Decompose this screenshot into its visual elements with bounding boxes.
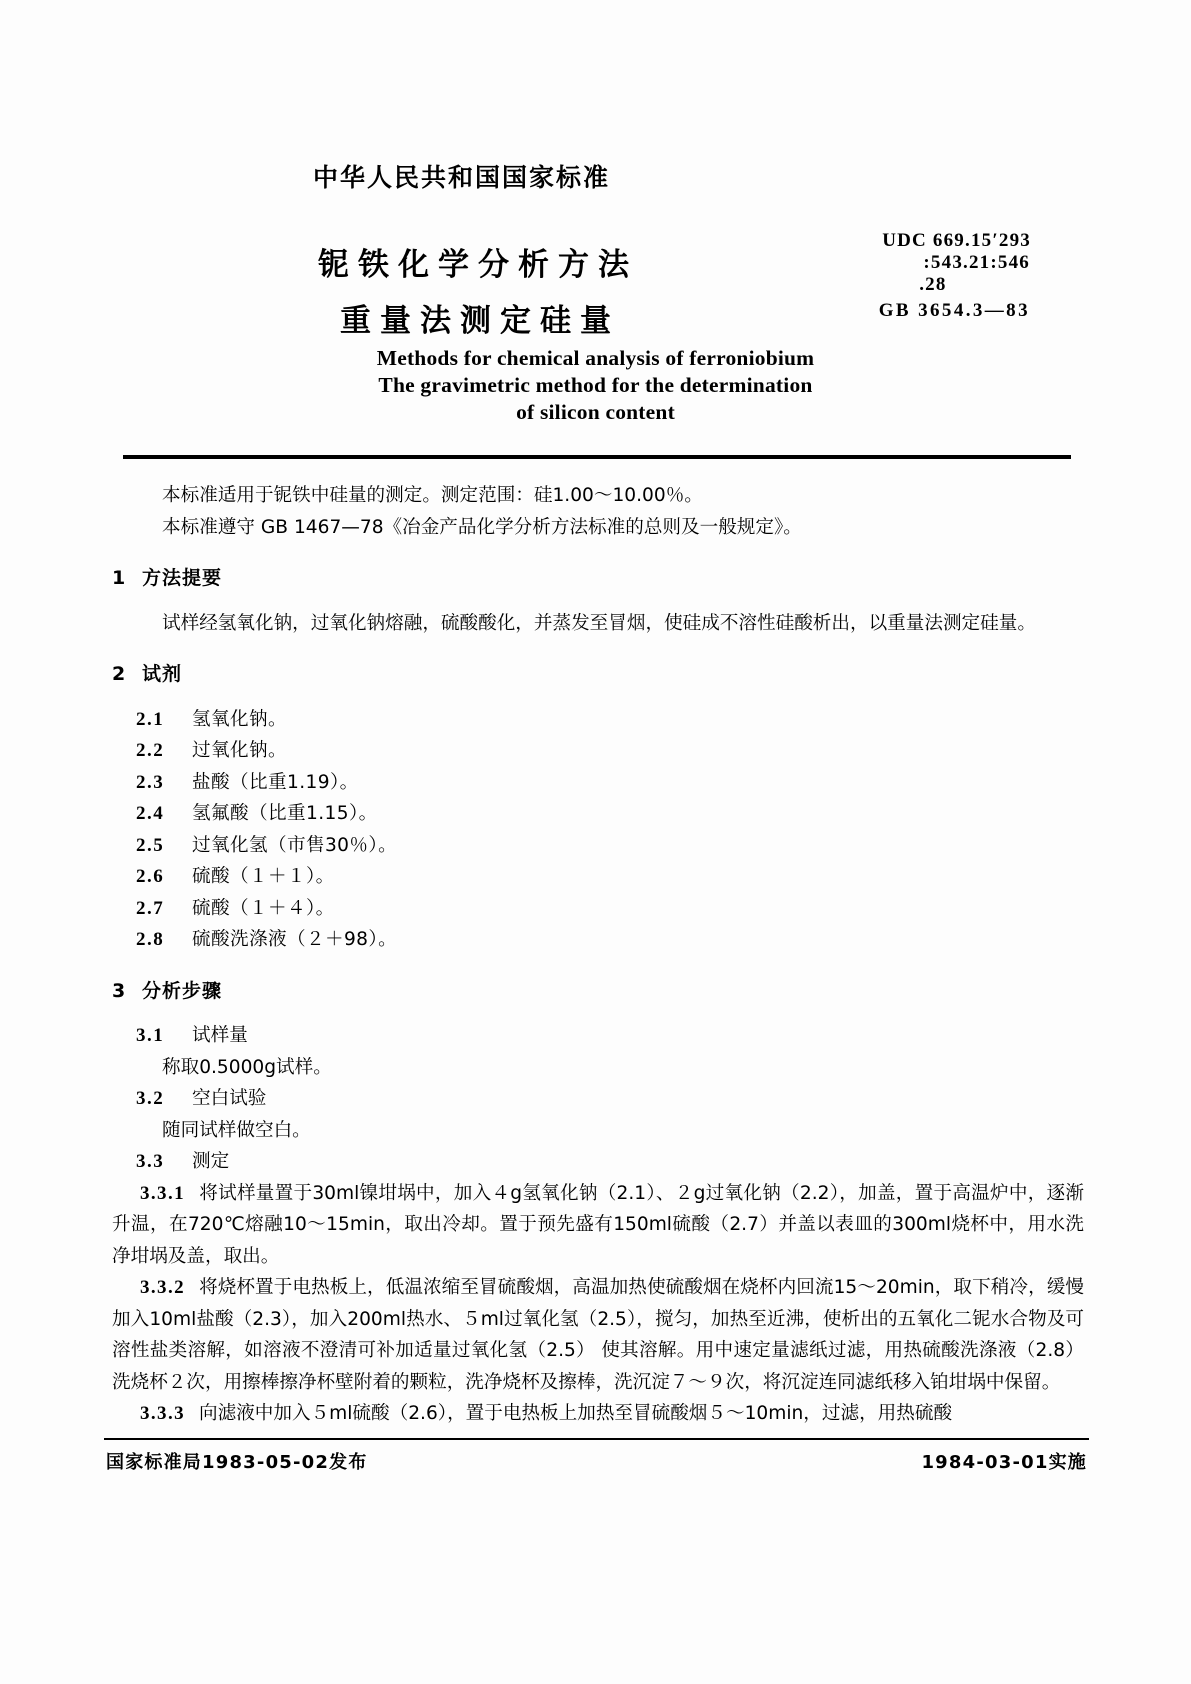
reagent-text: 氢氟酸（比重1.15）。 — [192, 803, 378, 824]
section-2-title: 试剂 — [142, 663, 183, 685]
scope-line-1: 本标准适用于铌铁中硅量的测定。测定范围：硅1.00～10.00％。 — [162, 485, 703, 506]
reagent-text: 硫酸（１＋１）。 — [192, 866, 335, 887]
standard-number: GB 3654.3—83 — [878, 300, 1030, 321]
subsection-3-1-body: 称取0.5000g试样。 — [162, 1056, 332, 1078]
subsection-3-3-title: 测定 — [192, 1151, 230, 1172]
title-english-line2: The gravimetric method for the determination — [378, 373, 813, 397]
step-3-3-3-text: 向滤液中加入５ml硫酸（2.6），置于电热板上加热至冒硫酸烟５～10min，过滤，用热硫酸 — [199, 1403, 953, 1424]
reagent-item — [112, 798, 1084, 830]
reagent-number: 2.1 — [136, 708, 165, 730]
subsection-3-1-title: 试样量 — [192, 1025, 248, 1046]
subsection-3-2-number: 3.2 — [136, 1088, 165, 1109]
section-2-heading — [112, 659, 1084, 691]
reagent-text: 过氧化氢（市售30％）。 — [192, 834, 398, 856]
reagent-item — [112, 830, 1084, 862]
reagent-number: 2.2 — [136, 740, 165, 761]
subsection-3-3-number: 3.3 — [136, 1151, 165, 1172]
reagent-item — [112, 924, 1084, 956]
reagent-item — [112, 861, 1084, 893]
reagent-item — [112, 704, 1084, 736]
reagent-text: 硫酸洗涤液（２＋98）。 — [192, 929, 398, 950]
reagent-item — [112, 735, 1084, 767]
scope-line-2: 本标准遵守 GB 1467—78《冶金产品化学分析方法标准的总则及一般规定》。 — [162, 516, 802, 538]
title-english-line3: of silicon content — [516, 400, 675, 424]
reagent-number: 2.3 — [136, 771, 165, 793]
national-standard-label: 中华人民共和国国家标准 — [313, 163, 611, 192]
reagent-number: 2.5 — [136, 834, 165, 856]
reagent-number: 2.8 — [136, 929, 165, 950]
reagent-item — [112, 767, 1084, 799]
footer-issue-info: 国家标准局1983-05-02发布 — [106, 1452, 368, 1473]
udc-classification-block — [882, 230, 1031, 296]
section-1-title: 方法提要 — [142, 567, 223, 589]
title-chinese-line2: 重量法测定硅量 — [340, 303, 620, 339]
subsection-3-3-heading — [112, 1146, 1084, 1178]
reagent-text: 硫酸（１＋４）。 — [192, 897, 335, 919]
header-divider-rule — [123, 455, 1071, 459]
subsection-3-2-heading — [112, 1083, 1084, 1115]
reagent-number: 2.6 — [136, 866, 165, 887]
reagent-text: 盐酸（比重1.19）。 — [192, 771, 359, 793]
reagent-number: 2.4 — [136, 803, 165, 824]
section-1-number: 1 — [112, 567, 126, 589]
subsection-3-2-title: 空白试验 — [192, 1088, 267, 1109]
reagent-text: 氢氧化钠。 — [192, 708, 287, 730]
title-chinese-line1: 铌铁化学分析方法 — [318, 247, 638, 283]
reagent-number: 2.7 — [136, 897, 165, 919]
subsection-3-1-heading — [112, 1020, 1084, 1052]
footer-effective-date: 1984-03-01实施 — [921, 1452, 1087, 1473]
step-3-3-3 — [112, 1398, 1084, 1430]
title-english-line1: Methods for chemical analysis of ferroniobium — [376, 346, 815, 370]
document-body — [112, 480, 1084, 1430]
udc-line-3: .28 — [919, 274, 947, 295]
udc-line-2: :543.21:546 — [923, 252, 1030, 273]
step-3-3-1-number: 3.3.1 — [140, 1182, 185, 1204]
step-3-3-3-number: 3.3.3 — [140, 1403, 185, 1424]
section-2-number: 2 — [112, 663, 126, 685]
subsection-3-1-number: 3.1 — [136, 1025, 165, 1046]
section-3-heading — [112, 976, 1084, 1008]
step-3-3-2 — [112, 1272, 1084, 1398]
title-english — [0, 345, 1191, 426]
step-3-3-1 — [112, 1178, 1084, 1273]
reagent-text: 过氧化钠。 — [192, 740, 287, 761]
section-1-heading — [112, 563, 1084, 595]
section-3-title: 分析步骤 — [142, 979, 223, 1002]
subsection-3-2-body: 随同试样做空白。 — [162, 1119, 311, 1141]
section-1-body: 试样经氢氧化钠，过氧化钠熔融，硫酸酸化，并蒸发至冒烟，使硅成不溶性硅酸析出，以重量法测定硅量。 — [162, 612, 1036, 634]
udc-line-1: UDC 669.15′293 — [882, 230, 1031, 251]
step-3-3-2-number: 3.3.2 — [140, 1277, 185, 1298]
footer-divider-rule — [104, 1438, 1089, 1440]
section-3-number: 3 — [112, 979, 126, 1002]
step-3-3-2-text: 将烧杯置于电热板上，低温浓缩至冒硫酸烟，高温加热使硫酸烟在烧杯内回流15～20min，取下稍冷，缓慢加入10ml盐酸（2.3），加入200ml热水、５ml过氧化氢（2.5），搅匀，加热至近沸，使析出的五氧化二铌水合物及可溶性盐类溶解，如溶液不澄清可补加适量过氧化氢（2.5） 使其溶解。用中速定量滤纸过滤，用热硫酸洗涤液（2.8）洗烧杯２次，用擦棒擦净杯壁附着的颗粒，洗净烧杯及擦棒，洗沉淀７～９次，将沉淀连同滤纸移入铂坩埚中保留。 — [112, 1277, 1084, 1393]
reagent-item — [112, 893, 1084, 925]
step-3-3-1-text: 将试样量置于30ml镍坩埚中，加入４g氢氧化钠（2.1）、２g过氧化钠（2.2），加盖，置于高温炉中，逐渐升温，在720℃熔融10～15min，取出冷却。置于预先盛有150ml硫酸（2.7）并盖以表皿的300ml烧杯中，用水洗净坩埚及盖，取出。 — [112, 1182, 1084, 1267]
